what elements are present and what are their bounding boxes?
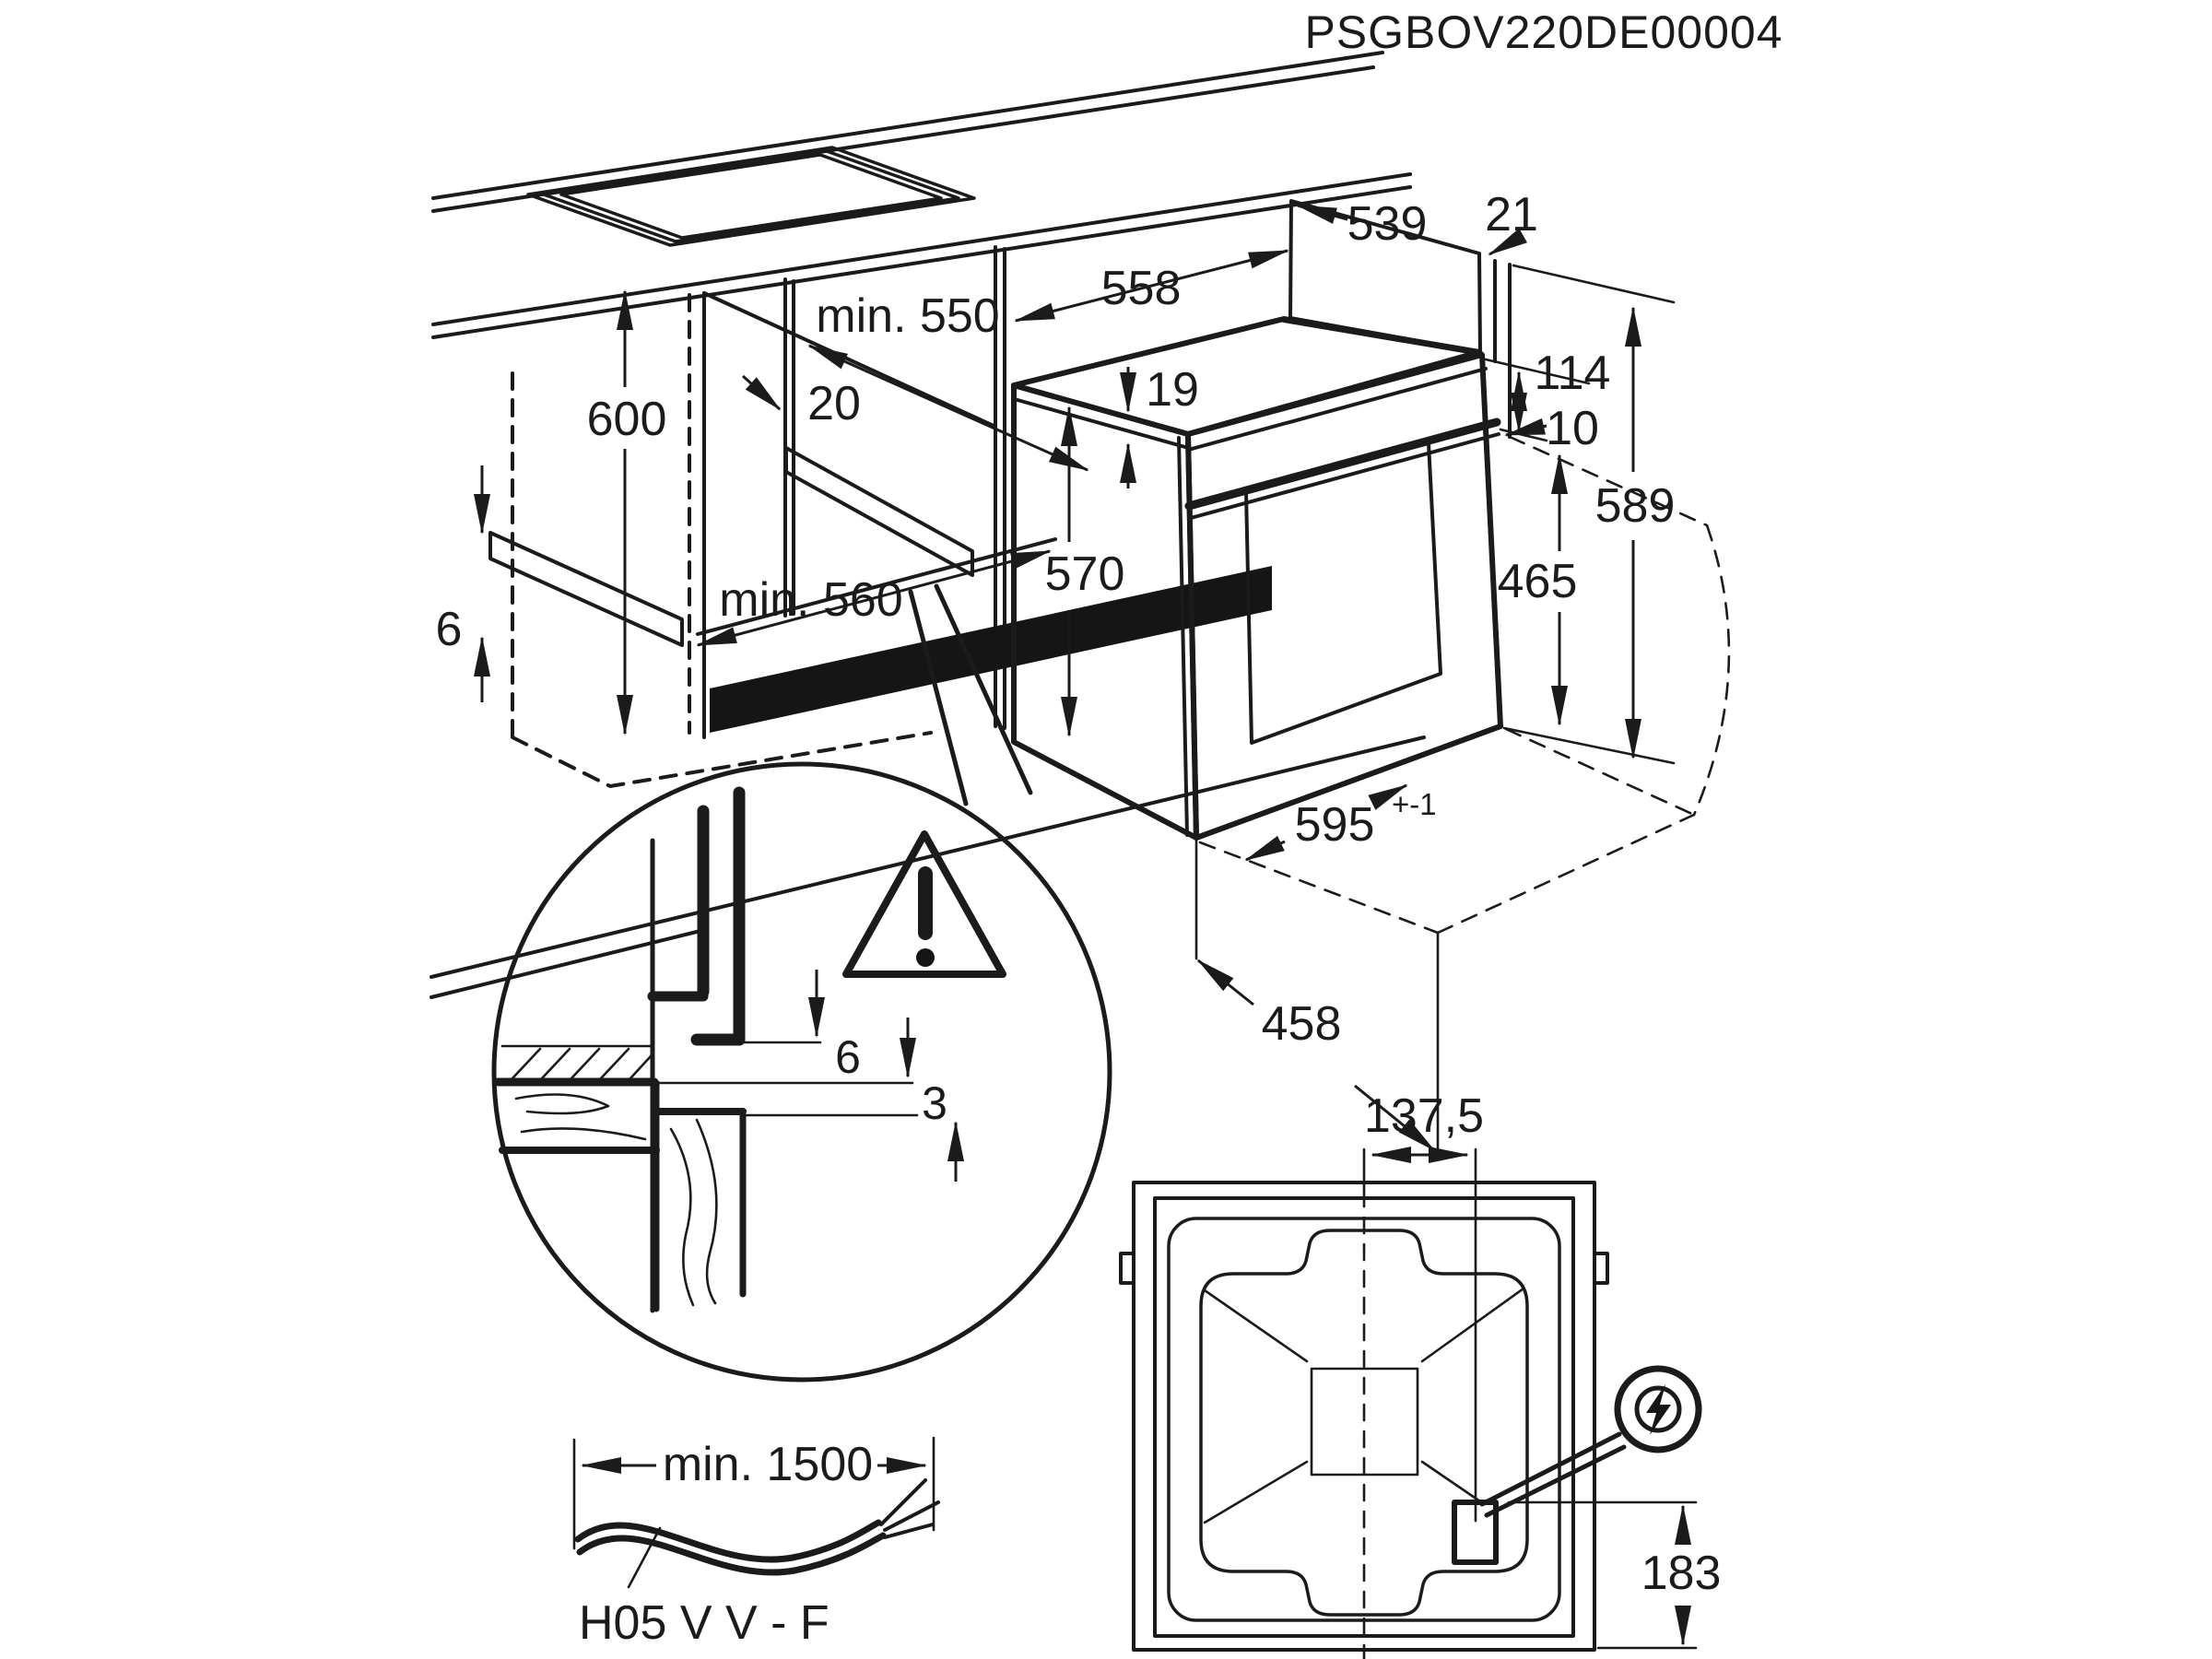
dim-connector-offset [1364,1089,1484,1155]
oven-view [1014,188,1729,1157]
wood-panel-section [502,1083,743,1309]
rear-embossed-panel [1201,1230,1527,1615]
niche-support-rail [786,448,972,575]
cabinet-height-label: 600 [586,393,667,446]
total-height-label: 589 [1594,479,1676,533]
cabinet-depth-label: min. 550 [816,289,1000,343]
dim-cabinet-height [587,291,667,734]
panel-height-label: 114 [1534,347,1611,400]
dim-total-height [1504,265,1675,763]
dim-back-width [1298,197,1427,251]
depth-front-label: 458 [1261,997,1342,1051]
cable-length-label: min. 1500 [662,1438,874,1491]
rear-view [1121,1089,1721,1659]
counter-gap-label: 6 [835,1031,861,1083]
panel-gap-label: 3 [922,1077,947,1129]
dim-top-gap [743,376,861,430]
dim-rail-offset [436,465,482,702]
side-height-label: 570 [1044,547,1125,601]
lightning-bolt-icon [1618,1369,1699,1450]
trim-gap-label: 10 [1546,402,1599,455]
dim-side-gap [1485,188,1538,254]
control-panel-line [1189,422,1497,506]
front-width-label: 595 [1294,798,1375,852]
cabinet-width-label: min. 560 [719,573,903,627]
front-support-rail [490,533,682,645]
door-inner-label: 465 [1497,555,1578,608]
top-gap-label: 20 [807,377,861,430]
back-width-label: 539 [1347,197,1428,251]
dim-door-inner [1498,455,1578,724]
hob-cutout [528,147,974,245]
rail-offset-label: 6 [435,603,463,656]
connector-height-label: 183 [1641,1547,1722,1600]
top-trim-label: 19 [1146,363,1199,417]
body-width-label: 558 [1100,262,1182,315]
dim-connector-height [1509,1502,1721,1648]
cable-type-label: H05 V V - F [579,1596,830,1650]
counter-section-hatch [498,1046,654,1082]
detail-circle-view [494,764,1110,1380]
front-width-tolerance: +-1 [1392,787,1437,821]
cable-view [574,1438,938,1650]
drawing-code: PSGBOV220DE00004 [1304,6,1783,58]
connector-offset-label: 137,5 [1363,1089,1485,1143]
warning-triangle-icon [846,834,1003,974]
door-window [1246,443,1441,743]
dim-body-width [1016,251,1288,321]
dim-counter-gap [741,970,861,1083]
dim-front-width [1246,785,1437,860]
side-gap-label: 21 [1485,188,1538,241]
